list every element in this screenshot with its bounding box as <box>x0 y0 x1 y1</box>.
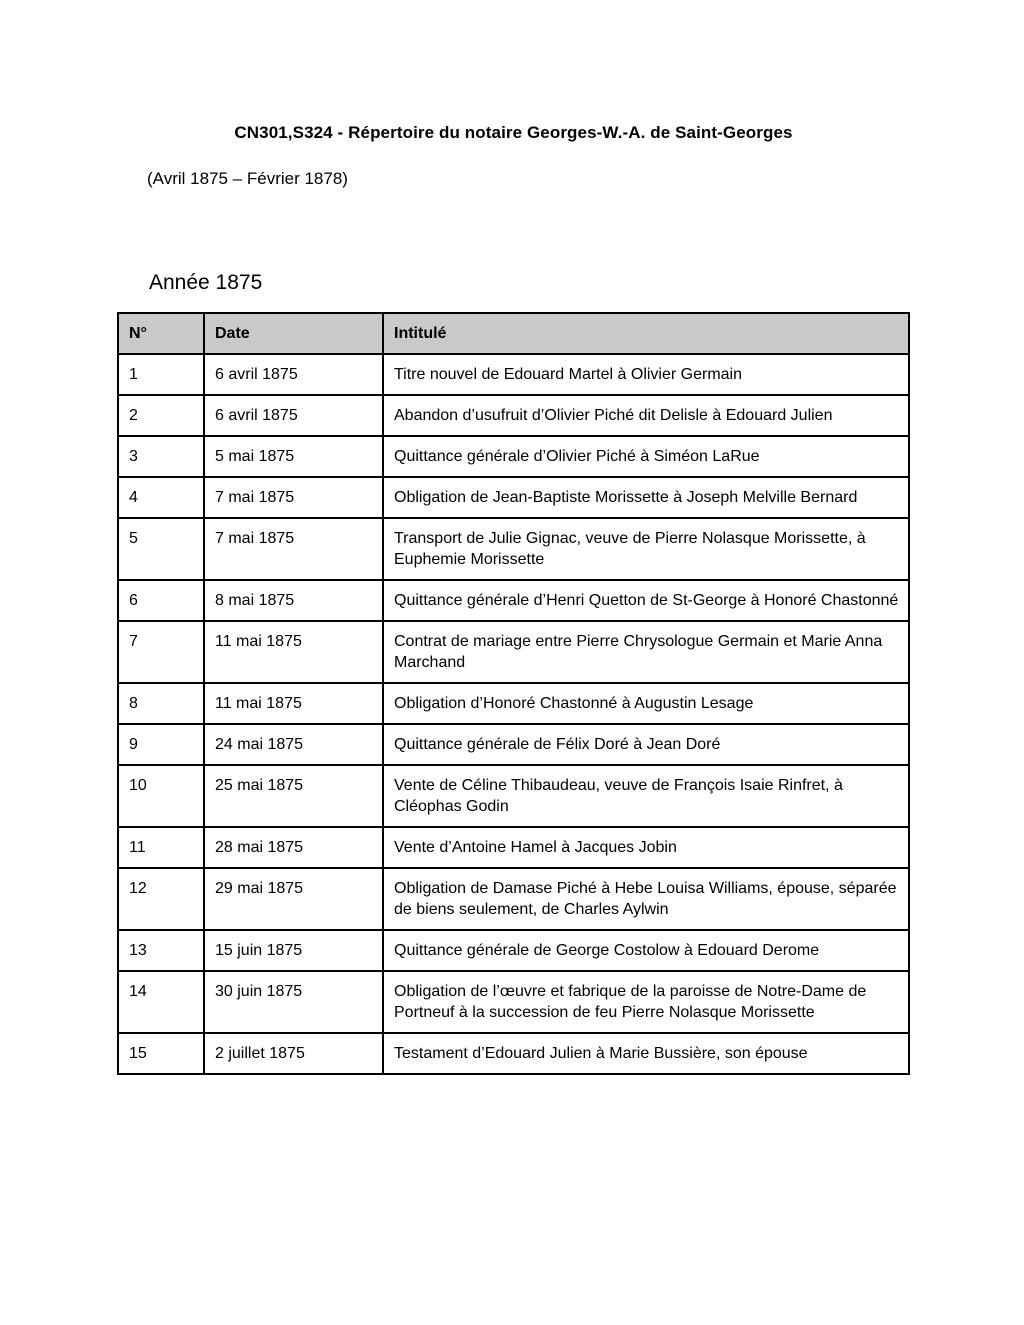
table-row <box>118 868 909 930</box>
cell-num: 3 <box>118 436 204 477</box>
cell-num: 15 <box>118 1033 204 1074</box>
cell-num: 4 <box>118 477 204 518</box>
cell-date: 7 mai 1875 <box>204 477 383 518</box>
cell-intitule: Testament d’Edouard Julien à Marie Bussière, son épouse <box>383 1033 909 1074</box>
cell-date: 6 avril 1875 <box>204 395 383 436</box>
repertoire-table-body <box>118 354 909 1074</box>
section-heading-annee-1875: Année 1875 <box>149 271 263 294</box>
repertoire-table <box>117 312 910 1075</box>
cell-date: 29 mai 1875 <box>204 868 383 930</box>
cell-date: 6 avril 1875 <box>204 354 383 395</box>
table-row <box>118 354 909 395</box>
document-date-range: (Avril 1875 – Février 1878) <box>147 169 348 188</box>
cell-intitule: Obligation de l’œuvre et fabrique de la paroisse de Notre-Dame de Portneuf à la succession de feu Pierre Nolasque Morissette <box>383 971 909 1033</box>
column-header-intitule: Intitulé <box>383 313 909 354</box>
cell-date: 8 mai 1875 <box>204 580 383 621</box>
cell-intitule: Obligation de Jean-Baptiste Morissette à Joseph Melville Bernard <box>383 477 909 518</box>
table-row <box>118 436 909 477</box>
cell-num: 9 <box>118 724 204 765</box>
cell-date: 11 mai 1875 <box>204 621 383 683</box>
column-header-num: N° <box>118 313 204 354</box>
table-row <box>118 827 909 868</box>
cell-intitule: Quittance générale de George Costolow à Edouard Derome <box>383 930 909 971</box>
table-row <box>118 621 909 683</box>
cell-date: 28 mai 1875 <box>204 827 383 868</box>
cell-num: 1 <box>118 354 204 395</box>
cell-num: 6 <box>118 580 204 621</box>
cell-date: 25 mai 1875 <box>204 765 383 827</box>
cell-intitule: Abandon d’usufruit d’Olivier Piché dit Delisle à Edouard Julien <box>383 395 909 436</box>
cell-intitule: Obligation d’Honoré Chastonné à Augustin Lesage <box>383 683 909 724</box>
cell-intitule: Quittance générale d’Olivier Piché à Siméon LaRue <box>383 436 909 477</box>
cell-num: 10 <box>118 765 204 827</box>
column-header-date: Date <box>204 313 383 354</box>
cell-intitule: Vente d’Antoine Hamel à Jacques Jobin <box>383 827 909 868</box>
cell-num: 2 <box>118 395 204 436</box>
cell-date: 15 juin 1875 <box>204 930 383 971</box>
table-row <box>118 765 909 827</box>
cell-date: 30 juin 1875 <box>204 971 383 1033</box>
cell-date: 24 mai 1875 <box>204 724 383 765</box>
cell-intitule: Quittance générale de Félix Doré à Jean Doré <box>383 724 909 765</box>
cell-intitule: Obligation de Damase Piché à Hebe Louisa Williams, épouse, séparée de biens seulement, de Charles Aylwin <box>383 868 909 930</box>
cell-intitule: Transport de Julie Gignac, veuve de Pierre Nolasque Morissette, à Euphemie Morissette <box>383 518 909 580</box>
table-row <box>118 395 909 436</box>
cell-num: 7 <box>118 621 204 683</box>
table-row <box>118 518 909 580</box>
table-row <box>118 971 909 1033</box>
cell-num: 13 <box>118 930 204 971</box>
cell-num: 12 <box>118 868 204 930</box>
table-row <box>118 580 909 621</box>
document-title: CN301,S324 - Répertoire du notaire Georges-W.-A. de Saint-Georges <box>234 123 793 142</box>
repertoire-table-header <box>118 313 909 354</box>
cell-intitule: Vente de Céline Thibaudeau, veuve de François Isaie Rinfret, à Cléophas Godin <box>383 765 909 827</box>
document-content <box>117 122 910 1075</box>
cell-date: 5 mai 1875 <box>204 436 383 477</box>
cell-intitule: Contrat de mariage entre Pierre Chrysologue Germain et Marie Anna Marchand <box>383 621 909 683</box>
table-row <box>118 930 909 971</box>
cell-intitule: Titre nouvel de Edouard Martel à Olivier Germain <box>383 354 909 395</box>
header-row <box>118 313 909 354</box>
cell-date: 7 mai 1875 <box>204 518 383 580</box>
cell-num: 5 <box>118 518 204 580</box>
cell-num: 14 <box>118 971 204 1033</box>
cell-date: 2 juillet 1875 <box>204 1033 383 1074</box>
table-row <box>118 683 909 724</box>
cell-num: 11 <box>118 827 204 868</box>
table-row <box>118 1033 909 1074</box>
cell-intitule: Quittance générale d’Henri Quetton de St-George à Honoré Chastonné <box>383 580 909 621</box>
cell-num: 8 <box>118 683 204 724</box>
cell-date: 11 mai 1875 <box>204 683 383 724</box>
table-row <box>118 724 909 765</box>
table-row <box>118 477 909 518</box>
